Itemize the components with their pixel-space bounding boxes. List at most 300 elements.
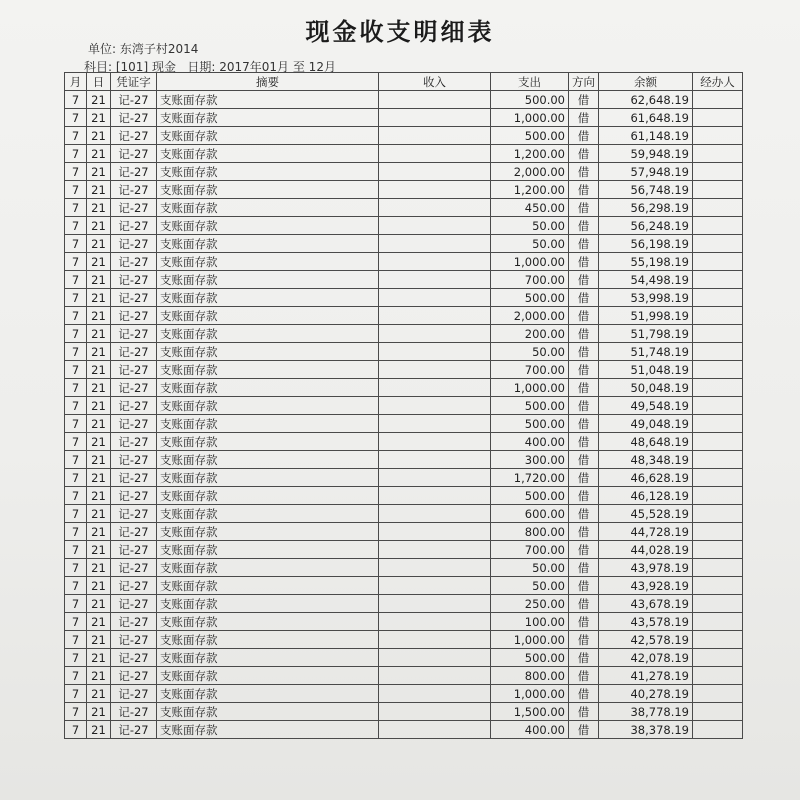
cell-direction: 借	[569, 271, 599, 289]
cell-expense: 500.00	[491, 397, 569, 415]
cell-balance: 38,378.19	[599, 721, 693, 739]
table-row	[65, 325, 743, 343]
cell-day: 21	[87, 325, 111, 343]
cell-voucher: 记-27	[111, 379, 157, 397]
cell-day: 21	[87, 271, 111, 289]
cell-summary: 支账面存款	[157, 217, 379, 235]
cell-expense: 2,000.00	[491, 163, 569, 181]
cell-income	[379, 181, 491, 199]
cell-summary: 支账面存款	[157, 541, 379, 559]
cell-month: 7	[65, 127, 87, 145]
cell-month: 7	[65, 577, 87, 595]
cell-income	[379, 415, 491, 433]
cell-income	[379, 343, 491, 361]
cell-month: 7	[65, 649, 87, 667]
cell-income	[379, 523, 491, 541]
cell-month: 7	[65, 451, 87, 469]
cell-expense: 500.00	[491, 649, 569, 667]
cell-summary: 支账面存款	[157, 721, 379, 739]
cell-month: 7	[65, 703, 87, 721]
cell-expense: 1,200.00	[491, 181, 569, 199]
cell-summary: 支账面存款	[157, 379, 379, 397]
cell-expense: 250.00	[491, 595, 569, 613]
cell-summary: 支账面存款	[157, 433, 379, 451]
cell-balance: 51,748.19	[599, 343, 693, 361]
cell-month: 7	[65, 325, 87, 343]
cell-direction: 借	[569, 703, 599, 721]
table-row	[65, 469, 743, 487]
table-row	[65, 163, 743, 181]
cell-voucher: 记-27	[111, 145, 157, 163]
cell-handler	[693, 559, 743, 577]
cell-direction: 借	[569, 163, 599, 181]
cell-summary: 支账面存款	[157, 469, 379, 487]
cell-income	[379, 559, 491, 577]
cell-voucher: 记-27	[111, 577, 157, 595]
cell-expense: 700.00	[491, 361, 569, 379]
cell-handler	[693, 163, 743, 181]
cell-voucher: 记-27	[111, 559, 157, 577]
cell-balance: 55,198.19	[599, 253, 693, 271]
table-row	[65, 199, 743, 217]
cell-day: 21	[87, 721, 111, 739]
cell-income	[379, 199, 491, 217]
cell-income	[379, 253, 491, 271]
table-row	[65, 505, 743, 523]
subject-date-line: 科目: [101] 现金 日期: 2017年01月 至 12月	[84, 60, 336, 74]
cell-balance: 51,048.19	[599, 361, 693, 379]
table-row	[65, 361, 743, 379]
cell-day: 21	[87, 433, 111, 451]
cell-day: 21	[87, 523, 111, 541]
cell-expense: 50.00	[491, 343, 569, 361]
cell-balance: 38,778.19	[599, 703, 693, 721]
table-row	[65, 685, 743, 703]
cell-balance: 43,978.19	[599, 559, 693, 577]
cell-month: 7	[65, 253, 87, 271]
cell-summary: 支账面存款	[157, 523, 379, 541]
cell-direction: 借	[569, 415, 599, 433]
table-row	[65, 577, 743, 595]
cell-balance: 43,578.19	[599, 613, 693, 631]
cell-balance: 42,578.19	[599, 631, 693, 649]
cell-direction: 借	[569, 127, 599, 145]
cell-day: 21	[87, 199, 111, 217]
cell-handler	[693, 235, 743, 253]
cell-voucher: 记-27	[111, 163, 157, 181]
cell-handler	[693, 433, 743, 451]
cell-voucher: 记-27	[111, 685, 157, 703]
cell-month: 7	[65, 559, 87, 577]
table-row	[65, 487, 743, 505]
cell-handler	[693, 649, 743, 667]
cell-summary: 支账面存款	[157, 577, 379, 595]
table-row	[65, 127, 743, 145]
cell-day: 21	[87, 415, 111, 433]
cell-voucher: 记-27	[111, 361, 157, 379]
cell-day: 21	[87, 379, 111, 397]
cell-handler	[693, 613, 743, 631]
cell-day: 21	[87, 649, 111, 667]
cell-handler	[693, 199, 743, 217]
cell-income	[379, 163, 491, 181]
cell-summary: 支账面存款	[157, 199, 379, 217]
cell-summary: 支账面存款	[157, 325, 379, 343]
cell-month: 7	[65, 469, 87, 487]
unit-line: 单位: 东湾子村2014	[88, 42, 199, 56]
cell-direction: 借	[569, 667, 599, 685]
cell-income	[379, 685, 491, 703]
cell-income	[379, 397, 491, 415]
cell-income	[379, 703, 491, 721]
cell-summary: 支账面存款	[157, 181, 379, 199]
ledger-body	[65, 91, 743, 739]
cell-income	[379, 433, 491, 451]
cell-balance: 43,928.19	[599, 577, 693, 595]
cell-month: 7	[65, 379, 87, 397]
cell-expense: 1,000.00	[491, 631, 569, 649]
cell-handler	[693, 685, 743, 703]
cell-month: 7	[65, 613, 87, 631]
cell-day: 21	[87, 343, 111, 361]
cell-direction: 借	[569, 595, 599, 613]
cell-expense: 1,000.00	[491, 253, 569, 271]
cell-direction: 借	[569, 235, 599, 253]
cell-month: 7	[65, 343, 87, 361]
cell-day: 21	[87, 181, 111, 199]
cell-month: 7	[65, 307, 87, 325]
cell-expense: 1,500.00	[491, 703, 569, 721]
cell-voucher: 记-27	[111, 199, 157, 217]
cell-income	[379, 325, 491, 343]
cell-month: 7	[65, 181, 87, 199]
cell-handler	[693, 307, 743, 325]
cell-handler	[693, 289, 743, 307]
cell-handler	[693, 145, 743, 163]
table-row	[65, 559, 743, 577]
cell-summary: 支账面存款	[157, 253, 379, 271]
cell-expense: 50.00	[491, 559, 569, 577]
page-title: 现金收支明细表	[305, 18, 495, 46]
cell-summary: 支账面存款	[157, 595, 379, 613]
cell-direction: 借	[569, 379, 599, 397]
cell-voucher: 记-27	[111, 703, 157, 721]
cell-balance: 56,298.19	[599, 199, 693, 217]
cell-balance: 53,998.19	[599, 289, 693, 307]
cell-expense: 700.00	[491, 271, 569, 289]
cell-handler	[693, 703, 743, 721]
cell-expense: 1,000.00	[491, 109, 569, 127]
cell-direction: 借	[569, 145, 599, 163]
cell-income	[379, 577, 491, 595]
cell-balance: 56,248.19	[599, 217, 693, 235]
cell-day: 21	[87, 217, 111, 235]
cell-day: 21	[87, 307, 111, 325]
cell-direction: 借	[569, 181, 599, 199]
cell-voucher: 记-27	[111, 325, 157, 343]
cell-income	[379, 451, 491, 469]
cell-direction: 借	[569, 109, 599, 127]
cell-month: 7	[65, 145, 87, 163]
cell-summary: 支账面存款	[157, 343, 379, 361]
ledger-table	[64, 72, 743, 739]
cell-voucher: 记-27	[111, 469, 157, 487]
cell-income	[379, 145, 491, 163]
cell-month: 7	[65, 721, 87, 739]
cell-day: 21	[87, 253, 111, 271]
cell-direction: 借	[569, 613, 599, 631]
cell-day: 21	[87, 397, 111, 415]
cell-income	[379, 721, 491, 739]
col-header-income: 收入	[379, 73, 491, 91]
cell-handler	[693, 361, 743, 379]
cell-day: 21	[87, 703, 111, 721]
cell-expense: 1,200.00	[491, 145, 569, 163]
cell-handler	[693, 595, 743, 613]
cell-summary: 支账面存款	[157, 163, 379, 181]
table-row	[65, 289, 743, 307]
cell-expense: 500.00	[491, 91, 569, 109]
cell-summary: 支账面存款	[157, 451, 379, 469]
table-row	[65, 379, 743, 397]
cell-income	[379, 487, 491, 505]
cell-direction: 借	[569, 325, 599, 343]
cell-expense: 50.00	[491, 577, 569, 595]
cell-direction: 借	[569, 397, 599, 415]
cell-income	[379, 541, 491, 559]
cell-month: 7	[65, 685, 87, 703]
cell-voucher: 记-27	[111, 289, 157, 307]
table-row	[65, 451, 743, 469]
cell-voucher: 记-27	[111, 505, 157, 523]
cell-day: 21	[87, 451, 111, 469]
cell-expense: 700.00	[491, 541, 569, 559]
cell-handler	[693, 127, 743, 145]
table-row	[65, 217, 743, 235]
cell-day: 21	[87, 667, 111, 685]
cell-summary: 支账面存款	[157, 649, 379, 667]
col-header-voucher: 凭证字	[111, 73, 157, 91]
cell-voucher: 记-27	[111, 523, 157, 541]
cell-direction: 借	[569, 577, 599, 595]
cell-month: 7	[65, 505, 87, 523]
table-row	[65, 541, 743, 559]
cell-income	[379, 91, 491, 109]
cell-handler	[693, 253, 743, 271]
cell-summary: 支账面存款	[157, 127, 379, 145]
cell-income	[379, 631, 491, 649]
cell-summary: 支账面存款	[157, 271, 379, 289]
cell-voucher: 记-27	[111, 595, 157, 613]
cell-month: 7	[65, 91, 87, 109]
cell-expense: 1,000.00	[491, 685, 569, 703]
cell-month: 7	[65, 199, 87, 217]
cell-day: 21	[87, 685, 111, 703]
table-row	[65, 595, 743, 613]
cell-income	[379, 667, 491, 685]
cell-day: 21	[87, 361, 111, 379]
cell-direction: 借	[569, 433, 599, 451]
cell-day: 21	[87, 487, 111, 505]
cell-expense: 500.00	[491, 127, 569, 145]
cell-direction: 借	[569, 289, 599, 307]
cell-direction: 借	[569, 541, 599, 559]
cell-voucher: 记-27	[111, 127, 157, 145]
cell-month: 7	[65, 433, 87, 451]
cell-expense: 500.00	[491, 289, 569, 307]
table-row	[65, 397, 743, 415]
cell-handler	[693, 577, 743, 595]
cell-direction: 借	[569, 523, 599, 541]
cell-expense: 600.00	[491, 505, 569, 523]
cell-day: 21	[87, 559, 111, 577]
cell-month: 7	[65, 631, 87, 649]
cell-handler	[693, 415, 743, 433]
table-row	[65, 415, 743, 433]
cell-handler	[693, 343, 743, 361]
cell-balance: 49,548.19	[599, 397, 693, 415]
cell-direction: 借	[569, 721, 599, 739]
cell-balance: 57,948.19	[599, 163, 693, 181]
cell-expense: 400.00	[491, 433, 569, 451]
cell-day: 21	[87, 505, 111, 523]
cell-summary: 支账面存款	[157, 361, 379, 379]
cell-voucher: 记-27	[111, 109, 157, 127]
cell-income	[379, 109, 491, 127]
cell-handler	[693, 271, 743, 289]
cell-handler	[693, 469, 743, 487]
cell-handler	[693, 379, 743, 397]
cell-expense: 100.00	[491, 613, 569, 631]
cell-direction: 借	[569, 649, 599, 667]
cell-day: 21	[87, 613, 111, 631]
cell-income	[379, 595, 491, 613]
cell-month: 7	[65, 289, 87, 307]
cell-day: 21	[87, 145, 111, 163]
cell-summary: 支账面存款	[157, 307, 379, 325]
cell-voucher: 记-27	[111, 343, 157, 361]
cell-summary: 支账面存款	[157, 109, 379, 127]
cell-direction: 借	[569, 217, 599, 235]
table-row	[65, 253, 743, 271]
cell-summary: 支账面存款	[157, 559, 379, 577]
cell-expense: 500.00	[491, 487, 569, 505]
cell-day: 21	[87, 163, 111, 181]
cell-balance: 42,078.19	[599, 649, 693, 667]
cell-income	[379, 307, 491, 325]
cell-voucher: 记-27	[111, 397, 157, 415]
cell-balance: 62,648.19	[599, 91, 693, 109]
cell-direction: 借	[569, 343, 599, 361]
col-header-summary: 摘要	[157, 73, 379, 91]
cell-income	[379, 127, 491, 145]
col-header-direction: 方向	[569, 73, 599, 91]
cell-voucher: 记-27	[111, 487, 157, 505]
cell-handler	[693, 451, 743, 469]
cell-direction: 借	[569, 505, 599, 523]
cell-income	[379, 217, 491, 235]
cell-voucher: 记-27	[111, 541, 157, 559]
cell-month: 7	[65, 271, 87, 289]
cell-income	[379, 613, 491, 631]
cell-direction: 借	[569, 631, 599, 649]
cell-day: 21	[87, 289, 111, 307]
cell-handler	[693, 541, 743, 559]
cell-balance: 61,648.19	[599, 109, 693, 127]
cell-handler	[693, 487, 743, 505]
cell-expense: 800.00	[491, 523, 569, 541]
cell-expense: 50.00	[491, 235, 569, 253]
cell-summary: 支账面存款	[157, 289, 379, 307]
col-header-handler: 经办人	[693, 73, 743, 91]
cell-voucher: 记-27	[111, 307, 157, 325]
cell-voucher: 记-27	[111, 91, 157, 109]
table-row	[65, 109, 743, 127]
cell-direction: 借	[569, 487, 599, 505]
cell-balance: 48,348.19	[599, 451, 693, 469]
cell-summary: 支账面存款	[157, 631, 379, 649]
cell-direction: 借	[569, 307, 599, 325]
cell-summary: 支账面存款	[157, 235, 379, 253]
col-header-day: 日	[87, 73, 111, 91]
cell-day: 21	[87, 631, 111, 649]
table-row	[65, 667, 743, 685]
cell-balance: 46,128.19	[599, 487, 693, 505]
cell-voucher: 记-27	[111, 235, 157, 253]
cell-expense: 500.00	[491, 415, 569, 433]
cell-balance: 50,048.19	[599, 379, 693, 397]
cell-summary: 支账面存款	[157, 415, 379, 433]
cell-summary: 支账面存款	[157, 487, 379, 505]
cell-expense: 800.00	[491, 667, 569, 685]
table-row	[65, 343, 743, 361]
cell-voucher: 记-27	[111, 451, 157, 469]
cell-direction: 借	[569, 361, 599, 379]
table-row	[65, 307, 743, 325]
cell-voucher: 记-27	[111, 649, 157, 667]
cell-income	[379, 361, 491, 379]
cell-month: 7	[65, 667, 87, 685]
cell-balance: 56,748.19	[599, 181, 693, 199]
cell-balance: 45,528.19	[599, 505, 693, 523]
table-row	[65, 181, 743, 199]
cell-voucher: 记-27	[111, 181, 157, 199]
cell-voucher: 记-27	[111, 721, 157, 739]
cell-income	[379, 469, 491, 487]
cell-summary: 支账面存款	[157, 667, 379, 685]
cell-month: 7	[65, 109, 87, 127]
cell-expense: 450.00	[491, 199, 569, 217]
cell-income	[379, 271, 491, 289]
cell-balance: 54,498.19	[599, 271, 693, 289]
table-row	[65, 721, 743, 739]
cell-handler	[693, 523, 743, 541]
cell-expense: 2,000.00	[491, 307, 569, 325]
cell-handler	[693, 109, 743, 127]
table-row	[65, 703, 743, 721]
cell-balance: 40,278.19	[599, 685, 693, 703]
cell-summary: 支账面存款	[157, 613, 379, 631]
table-row	[65, 235, 743, 253]
cell-income	[379, 235, 491, 253]
cell-direction: 借	[569, 199, 599, 217]
cell-month: 7	[65, 487, 87, 505]
cell-direction: 借	[569, 451, 599, 469]
cell-voucher: 记-27	[111, 253, 157, 271]
cell-voucher: 记-27	[111, 217, 157, 235]
col-header-month: 月	[65, 73, 87, 91]
cell-balance: 44,028.19	[599, 541, 693, 559]
